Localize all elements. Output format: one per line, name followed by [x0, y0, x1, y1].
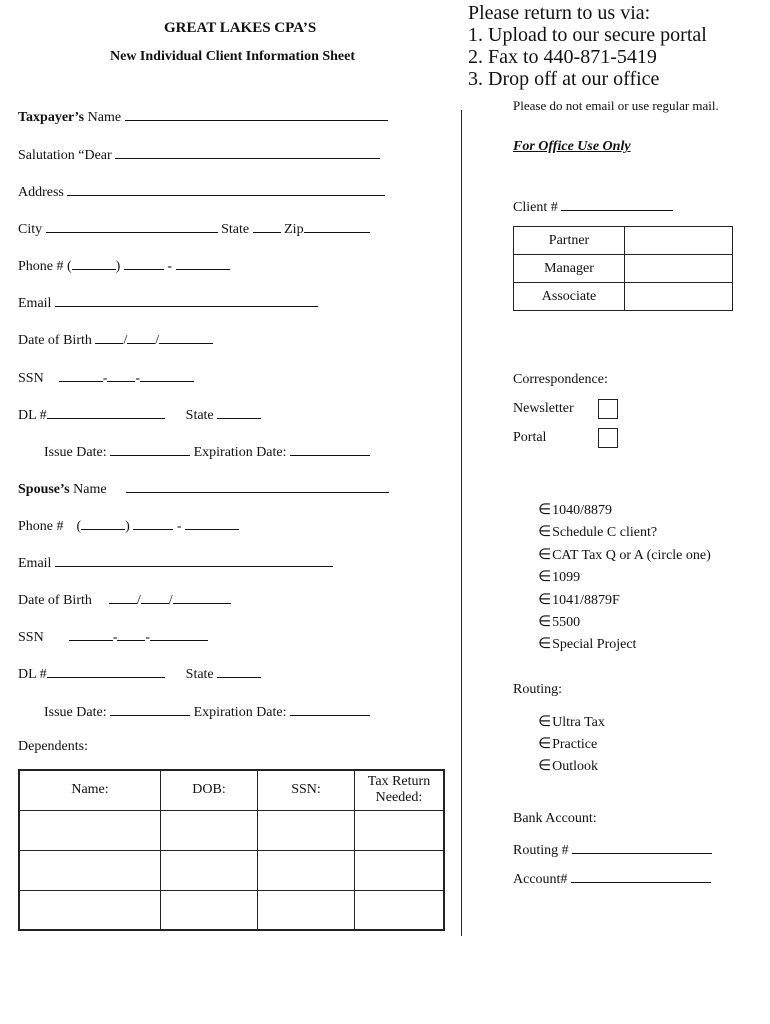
spouse-ssn-label: SSN — [18, 630, 44, 645]
table-row — [514, 255, 733, 283]
spouse-dl-label: DL # — [18, 667, 47, 682]
spouse-expiration-date-line[interactable] — [290, 703, 370, 716]
phone-number-line[interactable] — [176, 257, 230, 270]
table-row[interactable] — [19, 850, 444, 890]
role-manager: Manager — [514, 255, 625, 283]
bullet-icon: ∈ — [538, 522, 552, 541]
account-number-line[interactable] — [571, 870, 711, 883]
spouse-dob-month-line[interactable] — [109, 591, 137, 604]
email-line[interactable] — [55, 294, 318, 307]
return-option-upload: 1. Upload to our secure portal — [468, 24, 707, 46]
list-item[interactable]: ∈1040/8879 — [538, 500, 612, 518]
dependents-col-name: Name: — [19, 770, 161, 810]
spouse-name-line[interactable] — [126, 480, 389, 493]
ssn-label: SSN — [18, 371, 44, 386]
list-item[interactable]: ∈1041/8879F — [538, 589, 620, 608]
dob-slash-2: / — [155, 333, 160, 348]
spouse-phone-number-line[interactable] — [185, 517, 239, 530]
spouse-ssn-part1-line[interactable] — [69, 628, 113, 641]
portal-label: Portal — [513, 430, 547, 445]
spouse-expiration-date-label: Expiration Date: — [193, 705, 287, 720]
dl-state-label: State — [185, 408, 214, 423]
taxpayer-name-field[interactable] — [18, 108, 388, 126]
dob-day-line[interactable] — [127, 331, 155, 344]
city-state-zip-field[interactable] — [18, 220, 370, 238]
bullet-icon: ∈ — [538, 756, 552, 774]
newsletter-label: Newsletter — [513, 401, 574, 416]
taxpayer-name-label: Name — [87, 110, 122, 125]
salutation-field[interactable] — [18, 146, 380, 164]
account-number-label: Account# — [513, 872, 568, 887]
spouse-name-label: Name — [73, 482, 107, 497]
taxpayer-phone-field[interactable] — [18, 257, 230, 275]
address-line[interactable] — [67, 183, 385, 196]
return-title: Please return to us via: — [468, 2, 651, 24]
expiration-date-line[interactable] — [290, 443, 370, 456]
spouse-email-label: Email — [18, 556, 52, 571]
spouse-dob-day-line[interactable] — [141, 591, 169, 604]
bullet-icon: ∈ — [538, 734, 552, 752]
routing-number-line[interactable] — [572, 841, 712, 854]
taxpayer-name-line[interactable] — [125, 108, 388, 121]
dob-month-line[interactable] — [95, 331, 123, 344]
routing-list — [538, 711, 605, 777]
list-item[interactable]: ∈1099 — [538, 567, 581, 586]
bullet-icon: ∈ — [538, 567, 552, 586]
return-note: Please do not email or use regular mail. — [513, 98, 719, 113]
spouse-ssn-part3-line[interactable] — [150, 628, 208, 641]
portal-checkbox[interactable] — [598, 428, 618, 448]
spouse-dl-field[interactable] — [18, 665, 261, 683]
spouse-phone-close-paren: ) — [125, 519, 130, 534]
role-partner: Partner — [514, 227, 625, 255]
phone-dash: - — [167, 259, 173, 274]
zip-line[interactable] — [304, 220, 370, 233]
issue-date-line[interactable] — [110, 443, 190, 456]
spouse-phone-field[interactable] — [18, 517, 239, 535]
client-number-line[interactable] — [561, 198, 673, 211]
spouse-phone-area-line[interactable] — [81, 517, 125, 530]
spouse-phone-label: Phone # — [18, 519, 64, 534]
zip-label: Zip — [284, 222, 304, 237]
bullet-icon: ∈ — [538, 712, 552, 730]
spouse-phone-dash: - — [176, 519, 182, 534]
services-list — [538, 499, 711, 656]
expiration-date-label: Expiration Date: — [193, 445, 287, 460]
spouse-dob-slash-2: / — [168, 593, 173, 608]
dob-slash-1: / — [123, 333, 128, 348]
bullet-icon: ∈ — [538, 500, 552, 518]
spouse-dl-state-line[interactable] — [217, 665, 261, 678]
address-field[interactable] — [18, 183, 385, 201]
dependents-col-tax-return: Tax Return Needed: — [355, 770, 445, 810]
column-divider — [461, 110, 462, 936]
spouse-ssn-part2-line[interactable] — [117, 628, 145, 641]
spouse-phone-open-paren: ( — [76, 519, 82, 534]
bullet-icon: ∈ — [538, 634, 552, 653]
dl-state-line[interactable] — [217, 406, 261, 419]
phone-prefix-line[interactable] — [124, 257, 164, 270]
list-item[interactable]: ∈Schedule C client? — [538, 522, 658, 541]
return-option-dropoff: 3. Drop off at our office — [468, 68, 660, 90]
city-label: City — [18, 222, 43, 237]
spouse-dl-state-label: State — [185, 667, 214, 682]
dob-label: Date of Birth — [18, 333, 92, 348]
dl-label: DL # — [18, 408, 47, 423]
ssn-part2-line[interactable] — [107, 369, 135, 382]
dependents-col-dob: DOB: — [161, 770, 258, 810]
state-line[interactable] — [253, 220, 281, 233]
list-item[interactable]: ∈CAT Tax Q or A (circle one) — [538, 544, 711, 563]
ssn-dash-2: - — [135, 371, 141, 386]
account-number-field[interactable] — [513, 870, 711, 888]
phone-area-line[interactable] — [72, 257, 116, 270]
spouse-dob-field[interactable] — [18, 591, 231, 609]
dl-line[interactable] — [47, 406, 165, 419]
list-item[interactable]: ∈Outlook — [538, 756, 598, 774]
spouse-issue-date-label: Issue Date: — [44, 705, 107, 720]
spouse-label: Spouse’s — [18, 482, 70, 497]
bullet-icon: ∈ — [538, 612, 552, 631]
phone-close-paren: ) — [115, 259, 121, 274]
spouse-name-field[interactable] — [18, 480, 389, 498]
return-instructions — [468, 2, 707, 90]
dependents-col-ssn: SSN: — [258, 770, 355, 810]
taxpayer-dl-dates-field[interactable] — [44, 443, 370, 461]
list-item[interactable]: ∈Special Project — [538, 634, 637, 653]
issue-date-label: Issue Date: — [44, 445, 107, 460]
salutation-line[interactable] — [115, 146, 380, 159]
state-label: State — [221, 222, 250, 237]
spouse-email-line[interactable] — [55, 554, 333, 567]
form-title: New Individual Client Information Sheet — [110, 49, 356, 64]
spouse-email-field[interactable] — [18, 554, 333, 572]
spouse-dl-line[interactable] — [47, 665, 165, 678]
spouse-dl-dates-field[interactable] — [44, 703, 370, 721]
table-row[interactable] — [19, 890, 444, 930]
dependents-table — [18, 769, 445, 931]
spouse-ssn-dash-1: - — [112, 630, 118, 645]
spouse-ssn-dash-2: - — [145, 630, 151, 645]
email-label: Email — [18, 296, 52, 311]
routing-label: Routing: — [513, 682, 563, 697]
table-row — [514, 283, 733, 311]
dob-year-line[interactable] — [159, 331, 213, 344]
taxpayer-ssn-field[interactable] — [18, 369, 194, 387]
routing-number-field[interactable] — [513, 841, 712, 859]
bank-account-label: Bank Account: — [513, 811, 597, 826]
return-option-fax: 2. Fax to 440-871-5419 — [468, 46, 657, 68]
table-row — [514, 227, 733, 255]
phone-label: Phone # ( — [18, 259, 72, 274]
list-item[interactable]: ∈Practice — [538, 734, 598, 752]
city-line[interactable] — [46, 220, 218, 233]
dependents-label: Dependents: — [18, 739, 88, 754]
address-label: Address — [18, 185, 64, 200]
client-number-label: Client # — [513, 200, 558, 215]
taxpayer-email-field[interactable] — [18, 294, 318, 312]
bullet-icon: ∈ — [538, 589, 552, 608]
salutation-label: Salutation “Dear — [18, 148, 112, 163]
role-associate: Associate — [514, 283, 625, 311]
office-roles-table — [513, 226, 733, 311]
dependents-header-row — [19, 770, 444, 810]
ssn-part1-line[interactable] — [59, 369, 103, 382]
taxpayer-dl-field[interactable] — [18, 406, 261, 424]
client-number-field[interactable] — [513, 198, 673, 216]
office-use-title: For Office Use Only — [513, 139, 631, 154]
correspondence-label: Correspondence: — [513, 372, 608, 387]
table-row[interactable] — [19, 810, 444, 850]
list-item[interactable]: ∈Ultra Tax — [538, 712, 605, 730]
list-item[interactable]: ∈5500 — [538, 612, 581, 631]
spouse-phone-prefix-line[interactable] — [133, 517, 173, 530]
newsletter-checkbox[interactable] — [598, 399, 618, 419]
ssn-part3-line[interactable] — [140, 369, 194, 382]
ssn-dash-1: - — [102, 371, 108, 386]
bullet-icon: ∈ — [538, 544, 552, 563]
company-name: GREAT LAKES CPA’S — [164, 20, 317, 36]
spouse-issue-date-line[interactable] — [110, 703, 190, 716]
spouse-dob-label: Date of Birth — [18, 593, 92, 608]
spouse-dob-year-line[interactable] — [173, 591, 231, 604]
routing-number-label: Routing # — [513, 843, 569, 858]
taxpayer-dob-field[interactable] — [18, 331, 213, 349]
spouse-dob-slash-1: / — [136, 593, 141, 608]
spouse-ssn-field[interactable] — [18, 628, 208, 646]
taxpayer-label: Taxpayer’s — [18, 110, 85, 125]
